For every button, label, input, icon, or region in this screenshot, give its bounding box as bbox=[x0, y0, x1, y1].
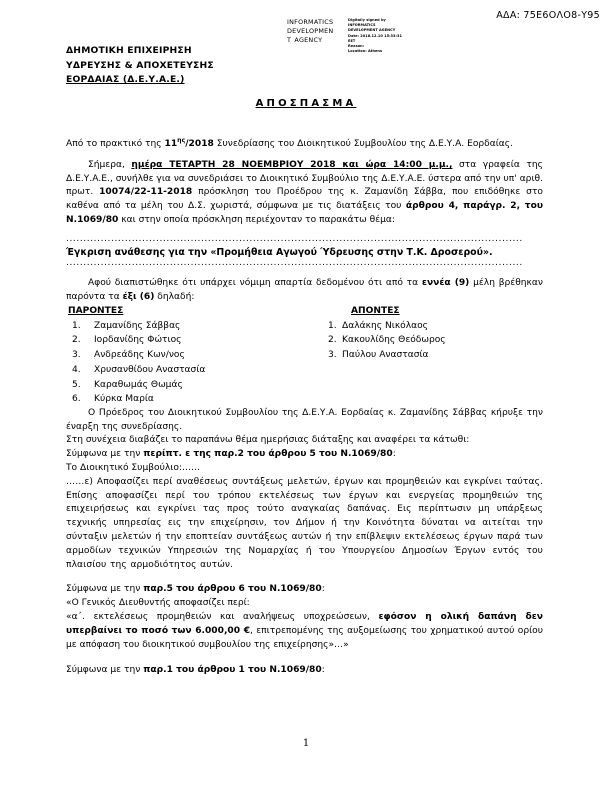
member-number: 6. bbox=[72, 394, 81, 405]
ada-code: ΑΔΑ: 75Ε6ΟΛΟ8-Υ95 bbox=[496, 10, 600, 21]
list-item bbox=[66, 333, 336, 348]
law-reference-1 bbox=[66, 448, 543, 462]
member-name: Κακουλίδης Θεόδωρος bbox=[342, 335, 446, 346]
meeting-part-3: πρόσκληση του Προέδρου της κ. Ζαμανίδη Σάββα, που επιδόθηκε στο καθένα από τα μέλη του Δ.Σ. χωριστά, σύμφωνα με τις διατάξεις του bbox=[66, 187, 543, 212]
director-quote-body bbox=[66, 611, 543, 652]
signature-detail-1: Digitally signed by bbox=[348, 18, 386, 22]
member-number: 2. bbox=[328, 335, 337, 346]
member-number: 5. bbox=[72, 379, 81, 390]
member-name: Ιορδανίδης Φώτιος bbox=[94, 335, 182, 346]
law-ref-2-suffix: : bbox=[321, 584, 325, 595]
member-name: Δαλάκης Νικόλαος bbox=[342, 320, 429, 331]
absent-list bbox=[324, 319, 544, 363]
organization-line-1: ΔΗΜΟΤΙΚΗ ΕΠΙΧΕΙΡΗΣΗ bbox=[66, 45, 192, 56]
member-name: Ζαμανίδης Σάββας bbox=[94, 320, 181, 331]
director-quote-part-1: «α΄. εκτελέσεως προμηθειών και αναλήψεως υποχρεώσεων, bbox=[66, 612, 379, 623]
chairman-paragraph bbox=[66, 407, 543, 435]
member-number: 1. bbox=[72, 320, 81, 331]
list-item bbox=[66, 363, 336, 378]
director-quote-part-2: , επιτρεπομένης της αυξομείωσης του χρηματικού αυτού ορίου με απόφαση του διοικητικού συμβουλίου της επιχείρησης»…» bbox=[66, 625, 543, 650]
absent-heading: ΑΠΟΝΤΕΣ bbox=[351, 305, 400, 316]
member-name: Ανδρεάδης Κων/νος bbox=[94, 350, 185, 361]
signature-detail-6: Reason: bbox=[348, 43, 365, 48]
list-item bbox=[66, 348, 336, 363]
law-ref-1-suffix: : bbox=[392, 449, 396, 460]
member-number: 1. bbox=[328, 320, 337, 331]
expense-limit-clause: εφόσον η ολική δαπάνη δεν υπερβαίνει το ποσό των 6.000,00 € bbox=[66, 612, 543, 636]
member-name: Παύλου Αναστασία bbox=[342, 350, 429, 361]
meeting-law-article: άρθρου 4, παράγρ. 2, του Ν.1069/80 bbox=[66, 201, 543, 226]
signature-agency-line-1: INFORMATICS bbox=[287, 18, 334, 26]
organization-line-2: ΥΔΡΕΥΣΗΣ & ΑΠΟΧΕΤΕΥΣΗΣ bbox=[66, 59, 214, 71]
member-name: Κύρκα Μαρία bbox=[94, 394, 154, 405]
attendance-columns bbox=[66, 319, 543, 407]
signature-agency-line-2: DEVELOPMEN bbox=[287, 27, 334, 36]
page-title: ΑΠΟΣΠΑΣΜΑ bbox=[255, 98, 357, 109]
board-line: Το Διοικητικό Συμβούλιο:…… bbox=[66, 462, 201, 473]
absent-column bbox=[324, 319, 544, 363]
signature-agency-line-3: T AGENCY bbox=[287, 36, 323, 45]
law-ref-1-prefix: Σύμφωνα με την bbox=[66, 449, 144, 460]
law-reference-3 bbox=[66, 664, 543, 678]
law-ref-3-citation: παρ.1 του άρθρου 1 του Ν.1069/80 bbox=[143, 664, 322, 675]
member-number: 2. bbox=[72, 335, 81, 346]
member-name: Καραθωμάς Θωμάς bbox=[94, 379, 183, 390]
present-heading: ΠΑΡΟΝΤΕΣ bbox=[68, 305, 124, 316]
quorum-part-3: δηλαδή: bbox=[154, 291, 195, 302]
session-ordinal-suffix: ης bbox=[177, 137, 186, 144]
quorum-total-members: εννέα (9) bbox=[421, 278, 470, 289]
session-number: 11 bbox=[164, 139, 178, 150]
law-reference-2 bbox=[66, 583, 543, 597]
signature-details bbox=[348, 18, 410, 54]
present-list bbox=[66, 319, 336, 407]
organization-line-3: ΕΟΡΔΑΙΑΣ (Δ.Ε.Υ.Α.Ε.) bbox=[66, 74, 185, 86]
subject-separator-top: .................................................................................................................................... bbox=[66, 234, 523, 244]
meeting-datetime: ημέρα ΤΕΤΑΡΤΗ 28 ΝΟΕΜΒΡΙΟΥ 2018 και ώρα 14:00 μ.μ., bbox=[131, 159, 453, 170]
director-quote-opening: «Ο Γενικός Διευθυντής αποφασίζει περί: bbox=[66, 598, 250, 609]
quorum-paragraph bbox=[66, 277, 543, 305]
signature-detail-4: Date: 2018.12.10 15:33:31 bbox=[348, 33, 402, 38]
intro-part-1: Από το πρακτικό της bbox=[66, 139, 165, 150]
intro-paragraph bbox=[66, 136, 543, 152]
member-number: 3. bbox=[328, 350, 337, 361]
meeting-part-1: Σήμερα, bbox=[88, 159, 132, 170]
signature-detail-3: DEVELOPMENT AGENCY bbox=[348, 28, 396, 33]
attendance-headings bbox=[66, 305, 543, 319]
quorum-present-members: έξι (6) bbox=[122, 291, 155, 302]
list-item bbox=[324, 333, 544, 348]
meeting-protocol-number: 10074/22-11-2018 bbox=[99, 187, 193, 198]
intro-part-2: Συνεδρίασης του Διοικητικού Συμβουλίου της Δ.Ε.Υ.Α. Εορδαίας. bbox=[213, 139, 514, 150]
member-number: 3. bbox=[72, 350, 81, 361]
list-item bbox=[66, 378, 336, 393]
board-text-paragraph: ……ε) Αποφασίζει περί αναθέσεως συντάξεως μελετών, έργων και προμηθειών και εγκρίνει ταύτας. Επίσης αποφασίζει περί του τρόπου εκτελέσεως των έργων και ενεργείας προμηθειών της επιχειρήσεως και εγκρίνει τας προς τούτο αναγκαίας δαπάνας. Εις περίπτωσιν μη υπάρξεως τεχνικής υπηρεσίας εις την επιχείρησιν, τον Δήμον ή την Κοινότητα δύναται να αιτείται την σύνταξιν μελετών ή την εποπτείαν συντάξεως αυτών ή την επίβλεψιν εκτελέσεως έργων παρά των αρμοδίων τεχνικών Υπηρεσιών της Νομαρχίας ή του Υπουργείου Δημοσίων Έργων εντός του πλαισίου της αρμοδιότητος αυτών. bbox=[66, 476, 543, 570]
law-ref-2-citation: παρ.5 του άρθρου 6 του Ν.1069/80 bbox=[143, 584, 322, 595]
document-body bbox=[66, 136, 543, 677]
signature-agency-name bbox=[287, 18, 345, 45]
chairman-text: Ο Πρόεδρος του Διοικητικού Συμβουλίου της Δ.Ε.Υ.Α. Εορδαίας κ. Ζαμανίδης Σάββας κήρυξε την έναρξη της συνεδρίασης. bbox=[66, 407, 543, 432]
list-item bbox=[324, 348, 544, 363]
meeting-paragraph bbox=[66, 159, 543, 228]
session-year: /2018 bbox=[185, 139, 214, 150]
member-name: Χρυσανθίδου Αναστασία bbox=[94, 364, 206, 375]
meeting-part-4: και στην οποία πρόσκληση περιέχονταν το παρακάτω θέμα: bbox=[118, 215, 395, 226]
subject-text: Έγκριση ανάθεσης για την «Προμήθεια Αγωγού Ύδρευσης στην Τ.Κ. Δροσερού». bbox=[66, 246, 493, 258]
organization-header bbox=[66, 44, 214, 88]
quorum-part-1: Αφού διαπιστώθηκε ότι υπάρχει νόμιμη απαρτία δεδομένου ότι από τα bbox=[88, 278, 422, 289]
list-item bbox=[66, 392, 336, 407]
present-column bbox=[66, 319, 336, 407]
signature-detail-5: EET bbox=[348, 38, 356, 43]
page-number: 1 bbox=[302, 738, 310, 749]
list-item bbox=[324, 319, 544, 334]
law-ref-2-prefix: Σύμφωνα με την bbox=[66, 584, 144, 595]
signature-detail-7: Location: Athens bbox=[348, 49, 383, 54]
law-ref-1-citation: περίπτ. ε της παρ.2 του άρθρου 5 του Ν.1069/80 bbox=[143, 449, 393, 460]
list-item bbox=[66, 319, 336, 334]
meeting-part-2: στα γραφεία της Δ.Ε.Υ.Α.Ε., συνήλθε για να συνεδριάσει το Διοικητικό Συμβούλιο της Δ.Ε.Υ.Α.Ε. ύστερα από την υπ' αριθ. πρωτ. bbox=[66, 159, 543, 198]
member-number: 4. bbox=[72, 364, 81, 375]
signature-detail-2: INFORMATICS bbox=[348, 23, 376, 28]
quorum-part-2: μέλη βρέθηκαν παρόντα τα bbox=[66, 278, 543, 302]
law-ref-3-prefix: Σύμφωνα με την bbox=[66, 664, 144, 675]
agenda-intro: Στη συνέχεια διαβάζει το παραπάνω θέμα ημερήσιας διάταξης και αναφέρει τα κάτωθι: bbox=[66, 435, 470, 446]
subject-separator-bottom: .................................................................................................................................... bbox=[66, 259, 523, 269]
digital-signature-stamp bbox=[287, 18, 410, 54]
law-ref-3-suffix: : bbox=[321, 664, 325, 675]
